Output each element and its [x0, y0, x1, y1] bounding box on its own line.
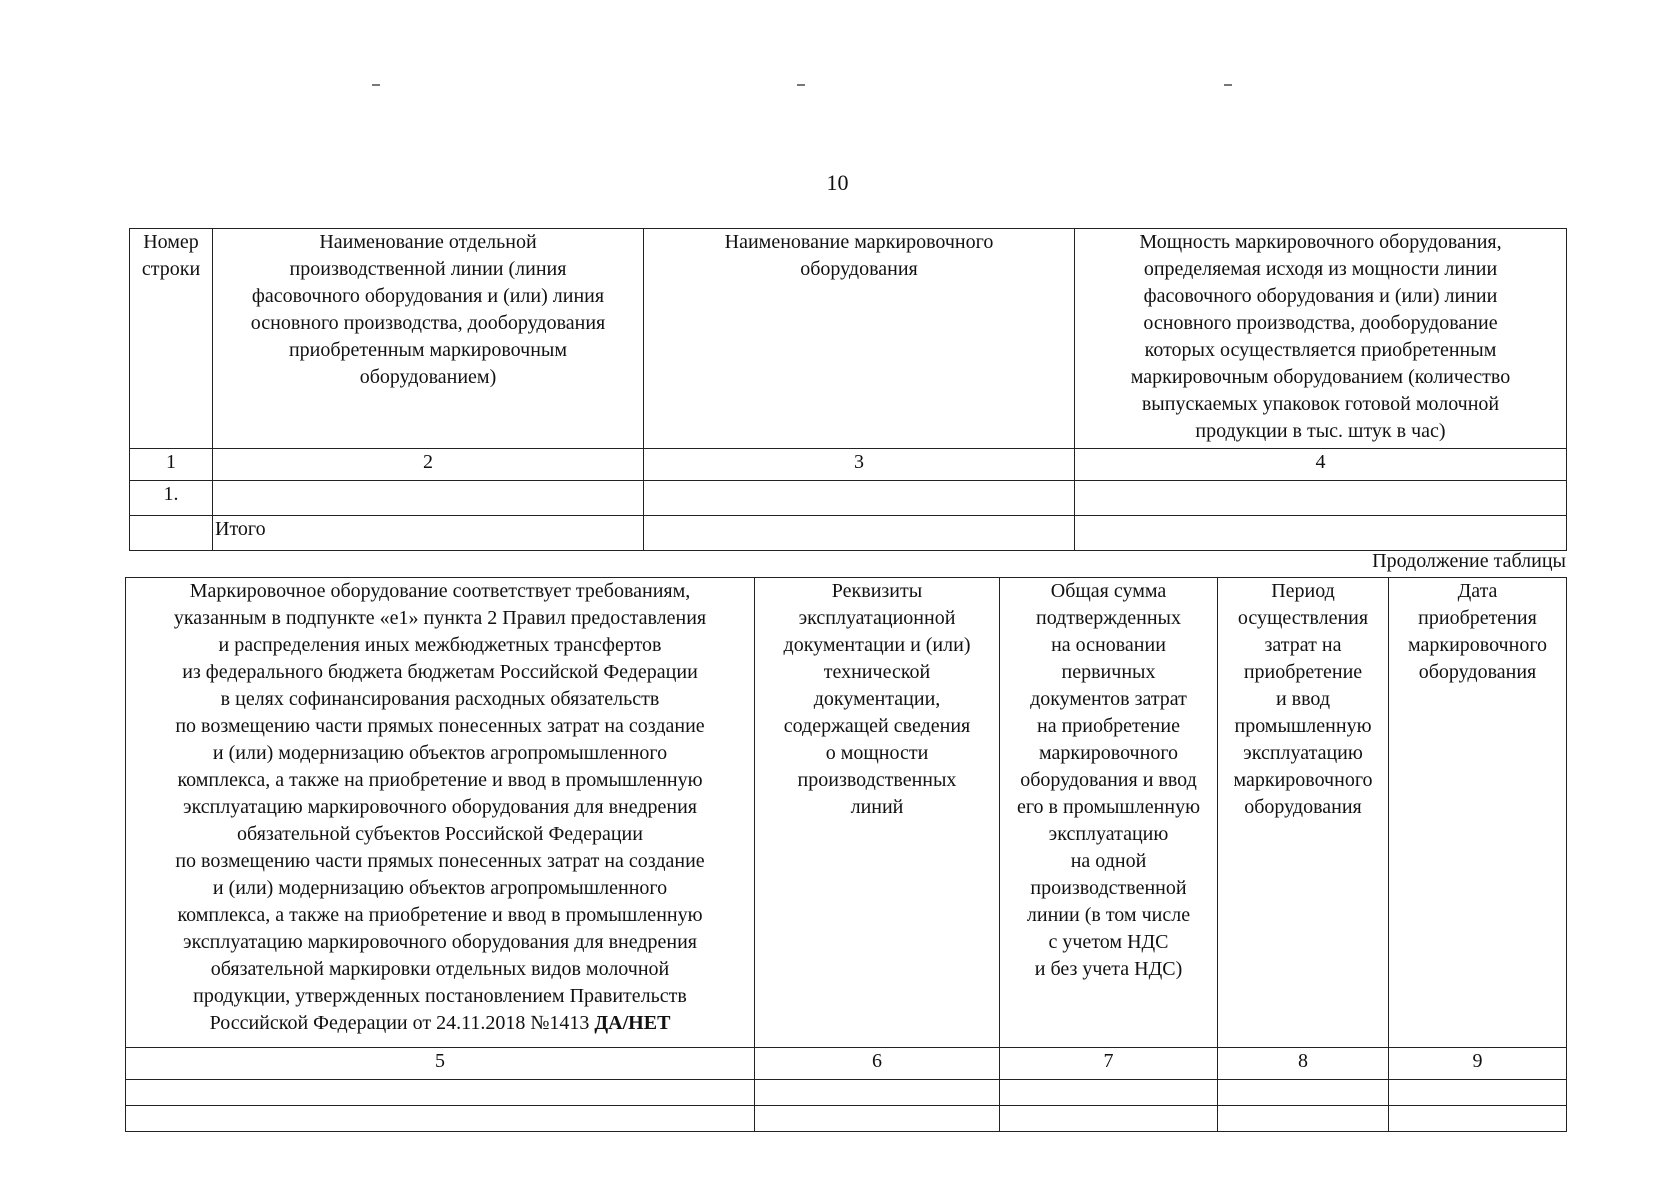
header-text-line: фасовочного оборудования и (или) линии	[1143, 285, 1498, 307]
header-text-line: содержащей сведения	[783, 715, 971, 737]
header-documentation-details	[755, 578, 1000, 1048]
table-header-row	[130, 229, 1567, 449]
header-text-line: Мощность маркировочного оборудования,	[1139, 231, 1502, 253]
header-purchase-date	[1389, 578, 1567, 1048]
header-text-line: которых осуществляется приобретенным	[1144, 339, 1497, 361]
continuation-label: Продолжение таблицы	[1372, 550, 1566, 572]
header-text-line: Реквизиты	[831, 580, 923, 602]
table-row	[126, 1080, 1567, 1106]
header-text-line: эксплуатацию маркировочного оборудования для внедрения	[182, 796, 697, 818]
header-text-line: обязательной субъектов Российской Федерации	[237, 823, 643, 845]
column-number: 9	[1389, 1048, 1567, 1080]
header-row-number	[130, 229, 213, 449]
table-cell	[126, 1106, 755, 1132]
column-number: 4	[1075, 449, 1567, 481]
column-number: 3	[644, 449, 1075, 481]
header-text-line: по возмещению части прямых понесенных затрат на создание	[175, 850, 705, 872]
header-text-line: приобретение	[1243, 661, 1363, 683]
header-cost-period	[1218, 578, 1389, 1048]
column-number: 5	[126, 1048, 755, 1080]
header-text-line: оборудования	[800, 258, 918, 280]
table-cell	[644, 516, 1075, 551]
header-text-line: Российской Федерации от 24.11.2018 №1413 ДА/НЕТ	[209, 1012, 671, 1034]
header-text-line: Общая сумма	[1050, 580, 1167, 602]
table-cell	[1218, 1080, 1389, 1106]
column-number: 8	[1218, 1048, 1389, 1080]
yes-no-label: ДА/НЕТ	[589, 1012, 671, 1034]
header-text-line: подтвержденных	[1036, 607, 1181, 629]
header-text-line: маркировочного	[1407, 634, 1548, 656]
header-text-line: Наименование отдельной	[319, 231, 537, 253]
header-text-line: комплекса, а также на приобретение и ввод в промышленную	[177, 769, 703, 791]
marking-equipment-table	[129, 228, 1567, 551]
table-cell	[755, 1080, 1000, 1106]
header-text-line: и распределения иных межбюджетных трансфертов	[218, 634, 662, 656]
table-cell	[1218, 1106, 1389, 1132]
header-text-line: документации,	[813, 688, 941, 710]
header-text-line: в целях софинансирования расходных обязательств	[220, 688, 660, 710]
table-cell	[1000, 1080, 1218, 1106]
header-text-line: его в промышленную	[1016, 796, 1201, 818]
header-text-line: Маркировочное оборудование соответствует требованиям,	[189, 580, 691, 602]
header-text-line: маркировочного	[1233, 769, 1373, 791]
table-cell	[130, 516, 213, 551]
total-row	[130, 516, 1567, 551]
total-label: Итого	[213, 516, 644, 551]
table-cell	[755, 1106, 1000, 1132]
header-text-line: маркировочного	[1038, 742, 1179, 764]
header-text-line: выпускаемых упаковок готовой молочной	[1141, 393, 1500, 415]
header-text-line: приобретенным маркировочным	[288, 339, 568, 361]
header-text-line: с учетом НДС	[1048, 931, 1169, 953]
column-number: 2	[213, 449, 644, 481]
header-requirements-compliance	[126, 578, 755, 1048]
header-text-line: на основании	[1051, 634, 1166, 656]
header-text-line: обязательной маркировки отдельных видов молочной	[210, 958, 670, 980]
column-number: 7	[1000, 1048, 1218, 1080]
header-text-line: фасовочного оборудования и (или) линия	[251, 285, 605, 307]
header-text-line: документации и (или)	[783, 634, 971, 656]
header-text-line: документов затрат	[1030, 688, 1187, 710]
header-text-line: маркировочным оборудованием (количество	[1130, 366, 1511, 388]
header-text-line: строки	[141, 258, 201, 280]
header-equipment-capacity	[1075, 229, 1567, 449]
header-line-name	[213, 229, 644, 449]
header-text-line: из федерального бюджета бюджетам Российской Федерации	[182, 661, 698, 683]
scan-artifact	[372, 84, 380, 86]
table-header-row	[126, 578, 1567, 1048]
table-cell	[1075, 481, 1567, 516]
header-text-line: и (или) модернизацию объектов агропромышленного	[212, 742, 668, 764]
table-cell	[126, 1080, 755, 1106]
header-text-line: технической	[823, 661, 931, 683]
header-text-line: оборудованием)	[359, 366, 497, 388]
header-text-line: продукции, утвержденных постановлением Правительств	[193, 985, 687, 1007]
header-text-line: промышленную	[1234, 715, 1372, 737]
header-text-line: эксплуатацию маркировочного оборудования для внедрения	[182, 931, 697, 953]
header-text-line: оборудования	[1418, 661, 1537, 683]
header-text-line: производственной линии (линия	[289, 258, 567, 280]
header-text-line: по возмещению части прямых понесенных затрат на создание	[175, 715, 705, 737]
table-cell	[1389, 1106, 1567, 1132]
header-text-line: основного производства, дооборудования	[250, 312, 606, 334]
header-total-cost	[1000, 578, 1218, 1048]
table-cell	[644, 481, 1075, 516]
column-number-row	[130, 449, 1567, 481]
table-cell	[213, 481, 644, 516]
table-cell	[1075, 516, 1567, 551]
header-text-line: производственных	[797, 769, 957, 791]
header-text-line: и ввод	[1275, 688, 1331, 710]
header-text-line: на одной	[1070, 850, 1147, 872]
table-cell	[1389, 1080, 1567, 1106]
header-text-line: осуществления	[1237, 607, 1369, 629]
header-text-line: линий	[850, 796, 904, 818]
header-text-line: приобретения	[1418, 607, 1537, 629]
table-cell	[1000, 1106, 1218, 1132]
header-text-line: о мощности	[825, 742, 929, 764]
column-number: 1	[130, 449, 213, 481]
header-text-line: оборудования и ввод	[1020, 769, 1197, 791]
header-text-line: определяемая исходя из мощности линии	[1143, 258, 1498, 280]
header-text-line: Период	[1271, 580, 1335, 602]
header-text-line: Дата	[1457, 580, 1498, 602]
header-requirements-text	[128, 578, 752, 1037]
header-text-line: основного производства, дооборудование	[1143, 312, 1498, 334]
header-text-line: затрат на	[1264, 634, 1342, 656]
header-text-line: и (или) модернизацию объектов агропромышленного	[212, 877, 668, 899]
scan-artifact	[1224, 84, 1232, 86]
page-number: 10	[826, 170, 849, 195]
header-text-line: Наименование маркировочного	[724, 231, 994, 253]
header-text-line: эксплуатацию	[1048, 823, 1169, 845]
header-text-line: указанным в подпункте «е1» пункта 2 Правил предоставления	[173, 607, 707, 629]
header-text-line: первичных	[1061, 661, 1156, 683]
column-number-row	[126, 1048, 1567, 1080]
marking-equipment-table-continued	[125, 577, 1567, 1132]
header-text-line: и без учета НДС)	[1034, 958, 1183, 980]
table-row	[126, 1106, 1567, 1132]
header-text-line: комплекса, а также на приобретение и ввод в промышленную	[177, 904, 703, 926]
header-text-line: оборудования	[1244, 796, 1362, 818]
header-text-line: продукции в тыс. штук в час)	[1195, 420, 1446, 442]
header-text-line: на приобретение	[1037, 715, 1180, 737]
header-text-line: производственной	[1030, 877, 1187, 899]
header-equipment-name	[644, 229, 1075, 449]
header-text-line: эксплуатацию	[1243, 742, 1363, 764]
header-text-line: линии (в том числе	[1026, 904, 1191, 926]
column-number: 6	[755, 1048, 1000, 1080]
scan-artifact	[797, 84, 805, 86]
table-cell: 1.	[130, 481, 213, 516]
header-text-line: эксплуатационной	[798, 607, 956, 629]
header-text-line: Номер	[143, 231, 199, 253]
table-row	[130, 481, 1567, 516]
